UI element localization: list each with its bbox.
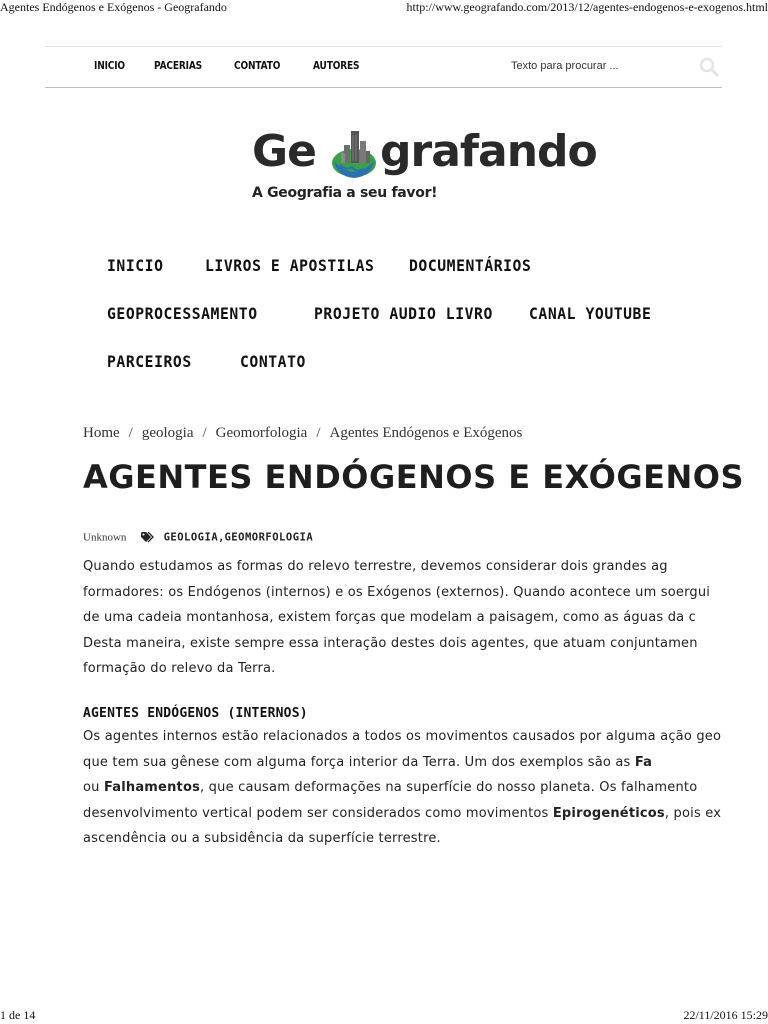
breadcrumb xyxy=(83,425,522,442)
site-logo[interactable] xyxy=(250,123,595,213)
breadcrumb-home[interactable]: Home xyxy=(83,425,120,441)
article-meta xyxy=(83,527,313,545)
logo-text-ge: Ge xyxy=(252,126,316,177)
main-nav-documentarios[interactable]: DOCUMENTÁRIOS xyxy=(409,256,532,275)
main-nav-parceiros[interactable]: PARCEIROS xyxy=(107,352,192,371)
main-nav-canal-youtube[interactable]: CANAL YOUTUBE xyxy=(529,304,652,323)
print-header xyxy=(0,0,768,16)
paragraph-text: , pois ex xyxy=(664,805,722,821)
main-nav-projeto-audio-livro[interactable]: PROJETO AUDIO LIVRO xyxy=(314,304,493,323)
search-box xyxy=(511,53,717,81)
article-title: AGENTES ENDÓGENOS E EXÓGENOS xyxy=(83,458,744,496)
paragraph-line: de uma cadeia montanhosa, existem forças que modelam a paisagem, como as águas da c xyxy=(83,610,697,625)
paragraph-line xyxy=(83,801,723,827)
paragraph-line: Os agentes internos estão relacionados a todos os movimentos causados por alguma ação geo xyxy=(83,729,722,744)
top-nav-autores[interactable]: AUTORES xyxy=(312,59,359,72)
bold-term-falhamentos: Falhamentos xyxy=(103,780,201,795)
search-input[interactable] xyxy=(511,57,651,75)
top-nav-inicio[interactable]: INICIO xyxy=(94,59,125,72)
print-page-number: 1 de 14 xyxy=(0,1008,36,1022)
main-nav-inicio[interactable]: INICIO xyxy=(107,256,164,275)
label-separator: , xyxy=(218,531,225,544)
site-tagline: A Geografia a seu favor! xyxy=(252,185,438,201)
breadcrumb-geomorfologia[interactable]: Geomorfologia xyxy=(215,425,308,441)
paragraph-line xyxy=(83,775,723,801)
paragraph-line: formação do relevo da Terra. xyxy=(83,661,276,676)
paragraph-text: ou xyxy=(83,780,104,795)
paragraph-line: Desta maneira, existe sempre essa interação destes dois agentes, que atuam conjuntamen xyxy=(83,635,698,651)
print-page-title: Agentes Endógenos e Exógenos - Geografando xyxy=(0,0,227,14)
article-paragraph-2 xyxy=(83,724,723,852)
tag-icon xyxy=(141,528,154,547)
label-geologia[interactable]: GEOLOGIA xyxy=(163,531,219,544)
breadcrumb-current: Agentes Endógenos e Exógenos xyxy=(329,425,523,441)
breadcrumb-separator: / xyxy=(316,425,321,441)
paragraph-line: ascendência ou a subsidência da superfície terrestre. xyxy=(83,831,441,846)
main-nav-livros-apostilas[interactable]: LIVROS E APOSTILAS xyxy=(205,256,375,275)
article-paragraph-1 xyxy=(83,554,723,682)
breadcrumb-separator: / xyxy=(202,425,207,441)
logo-text-grafando: grafando xyxy=(380,126,597,177)
paragraph-line xyxy=(83,750,723,776)
breadcrumb-separator: / xyxy=(128,425,133,441)
label-geomorfologia[interactable]: GEOMORFOLOGIA xyxy=(224,531,314,544)
paragraph-line: Quando estudamos as formas do relevo terrestre, devemos considerar dois grandes ag xyxy=(83,559,668,574)
paragraph-text: desenvolvimento vertical podem ser considerados como movimentos xyxy=(83,805,553,821)
bold-term-epirogeneticos: Epirogenéticos xyxy=(552,805,665,821)
breadcrumb-geologia[interactable]: geologia xyxy=(141,425,194,441)
top-nav-contato[interactable]: CONTATO xyxy=(234,59,281,72)
print-page-url: http://www.geografando.com/2013/12/agentes-endogenos-e-exogenos.html xyxy=(406,0,768,14)
paragraph-line: formadores: os Endógenos (internos) e os Exógenos (externos). Quando acontece um soergui xyxy=(83,584,711,600)
main-nav-geoprocessamento[interactable]: GEOPROCESSAMENTO xyxy=(107,304,258,323)
main-nav xyxy=(107,248,707,388)
search-icon[interactable] xyxy=(698,56,720,78)
section-heading-endogenos: AGENTES ENDÓGENOS (INTERNOS) xyxy=(83,706,308,721)
top-nav-pacerias[interactable]: PACERIAS xyxy=(153,59,202,72)
bold-term: Fa xyxy=(634,754,653,770)
globe-city-icon xyxy=(330,125,378,185)
top-nav xyxy=(94,59,369,72)
print-datetime: 22/11/2016 15:29 xyxy=(683,1008,768,1022)
paragraph-text: que tem sua gênese com alguma força interior da Terra. Um dos exemplos são as xyxy=(83,754,635,770)
main-nav-contato[interactable]: CONTATO xyxy=(240,352,306,371)
print-footer xyxy=(0,1008,768,1024)
paragraph-text: , que causam deformações na superfície do nosso planeta. Os falhamento xyxy=(200,780,698,795)
top-bar xyxy=(45,46,722,88)
article-author: Unknown xyxy=(83,531,127,544)
